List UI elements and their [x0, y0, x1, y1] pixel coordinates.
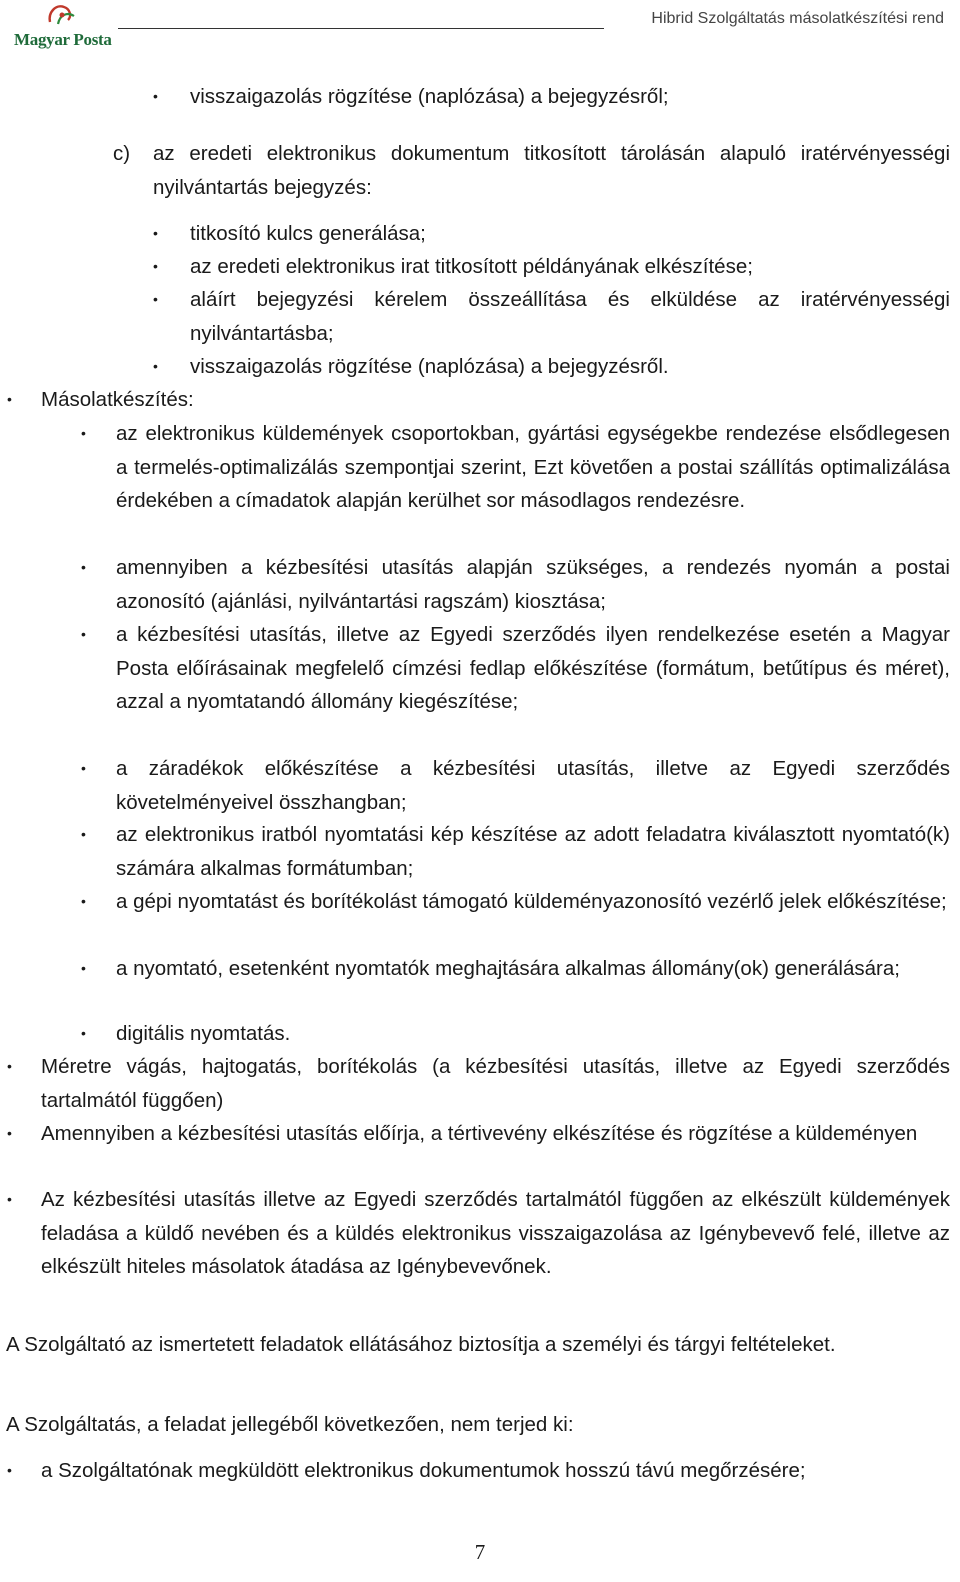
list-item: • a kézbesítési utasítás, illetve az Egyedi szerződés ilyen rendelkezése esetén a Magyar Posta előírásainak megfelelő címzési fedlap előkészítése (formátum, betűtípus és méret), azzal a nyomtatandó állomány kiegészítése;	[116, 618, 950, 719]
bullet-icon: •	[153, 291, 158, 307]
bullet-icon: •	[81, 425, 86, 441]
bullet-icon: •	[7, 1191, 12, 1207]
bullet-icon: •	[153, 358, 158, 374]
bullet-icon: •	[81, 826, 86, 842]
list-item: • titkosító kulcs generálása;	[190, 217, 950, 251]
page-header	[0, 0, 960, 58]
header-title: Hibrid Szolgáltatás másolatkészítési rend	[651, 10, 944, 27]
bullet-icon: •	[7, 1125, 12, 1141]
bullet-icon: •	[153, 225, 158, 241]
bullet-icon: •	[81, 626, 86, 642]
list-item: c) az eredeti elektronikus dokumentum titkosított tárolásán alapuló iratérvényességi nyilvántartás bejegyzés:	[153, 137, 950, 204]
bullet-icon: •	[81, 960, 86, 976]
bullet-icon: •	[153, 258, 158, 274]
bullet-icon: •	[81, 893, 86, 909]
bullet-icon: •	[81, 559, 86, 575]
page-number: 7	[474, 1540, 486, 1564]
bullet-icon: •	[81, 1025, 86, 1041]
post-horn-icon	[44, 2, 78, 30]
list-item: • visszaigazolás rögzítése (naplózása) a bejegyzésről;	[190, 80, 950, 114]
bullet-icon: •	[153, 88, 158, 104]
paragraph: A Szolgáltató az ismertetett feladatok ellátásához biztosítja a személyi és tárgyi feltételeket.	[6, 1333, 836, 1356]
bullet-icon: •	[7, 1462, 12, 1478]
list-item: • digitális nyomtatás.	[116, 1017, 950, 1051]
logo-text: Magyar Posta	[14, 30, 112, 49]
list-item: • az elektronikus iratból nyomtatási kép készítése az adott feladatra kiválasztott nyomtató(k) számára alkalmas formátumban;	[116, 818, 950, 885]
list-item: • a záradékok előkészítése a kézbesítési utasítás, illetve az Egyedi szerződés követelményeivel összhangban;	[116, 752, 950, 819]
list-item: • Méretre vágás, hajtogatás, borítékolás (a kézbesítési utasítás, illetve az Egyedi szerződés tartalmától függően)	[41, 1050, 950, 1117]
list-item: • Amennyiben a kézbesítési utasítás előírja, a tértivevény elkészítése és rögzítése a küldeményen	[41, 1117, 950, 1151]
list-item: • Az kézbesítési utasítás illetve az Egyedi szerződés tartalmától függően az elkészült küldemények feladása a küldő nevében és a küldés elektronikus visszaigazolása az Igénybevevő felé, illetve az elkészült hiteles másolatok átadása az Igénybevevőnek.	[41, 1183, 950, 1284]
list-item: • Másolatkészítés:	[41, 383, 950, 417]
paragraph: A Szolgáltatás, a feladat jellegéből következően, nem terjed ki:	[6, 1413, 574, 1436]
list-item: • a Szolgáltatónak megküldött elektronikus dokumentumok hosszú távú megőrzésére;	[41, 1454, 950, 1488]
list-item: • visszaigazolás rögzítése (naplózása) a bejegyzésről.	[190, 350, 950, 384]
list-item: • amennyiben a kézbesítési utasítás alapján szükséges, a rendezés nyomán a postai azonosító (ajánlási, nyilvántartási ragszám) kiosztása;	[116, 551, 950, 618]
list-marker: c)	[113, 142, 131, 165]
list-item: • aláírt bejegyzési kérelem összeállítása és elküldése az iratérvényességi nyilvántartásba;	[190, 283, 950, 350]
magyar-posta-logo	[14, 2, 112, 54]
bullet-icon: •	[7, 391, 12, 407]
bullet-icon: •	[7, 1058, 12, 1074]
bullet-icon: •	[81, 760, 86, 776]
header-rule	[118, 28, 604, 29]
list-item: • az eredeti elektronikus irat titkosított példányának elkészítése;	[190, 250, 950, 284]
list-item: • a nyomtató, esetenként nyomtatók meghajtására alkalmas állomány(ok) generálására;	[116, 952, 950, 986]
list-item: • az elektronikus küldemények csoportokban, gyártási egységekbe rendezése elsődlegesen a termelés-optimalizálás szempontjai szerint, Ezt követően a postai szállítás optimalizálása érdekében a címadatok alapján kerülhet sor másodlagos rendezésre.	[116, 417, 950, 518]
list-item: • a gépi nyomtatást és borítékolást támogató küldeményazonosító vezérlő jelek előkészítése;	[116, 885, 950, 919]
